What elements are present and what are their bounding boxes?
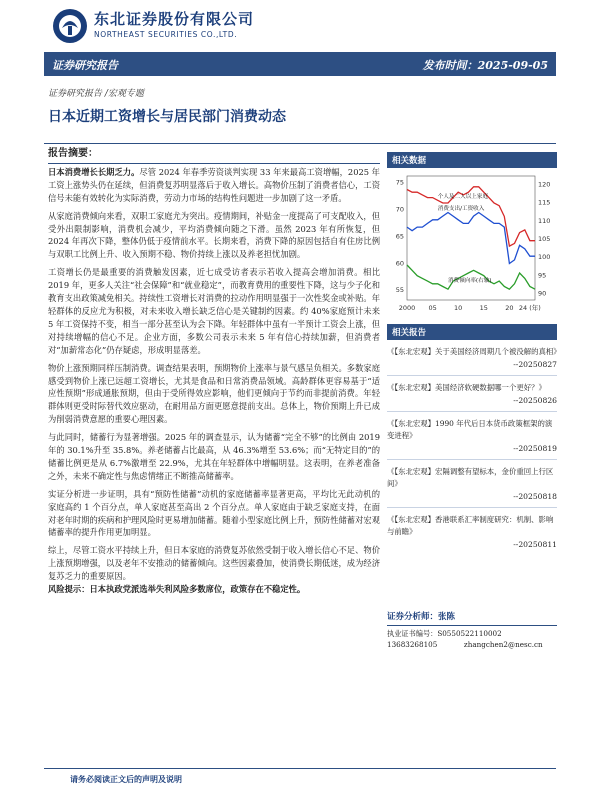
report-title[interactable]: 《【东北宏观】宏隔调整有望标本，金价重回上行区间》	[387, 467, 554, 488]
report-date: --20250818	[513, 492, 557, 501]
analyst-email[interactable]: zhangchen2@nesc.cn	[463, 640, 543, 649]
y-right-tick-label: 120	[538, 180, 551, 189]
divider	[387, 411, 557, 412]
report-date: --20250819	[513, 444, 557, 453]
summary-paragraph: 从家庭消费倾向来看，双职工家庭尤为突出。疫情期间，补贴金一度提高了可支配收入，但受外出限制影响，消费机会减少，平均消费倾向随之下滑。虽然 2023 年有所恢复，但 2024 年再次下降，整体仍低于疫情前水平。长期来看，消费下降的原因包括自有住房比例与双职工比例上升、收入预期不稳、物价持续上涨以及养老担忧加剧。	[48, 210, 380, 260]
summary-lead: 日本消费增长长期乏力。	[48, 166, 140, 177]
divider	[387, 375, 557, 376]
risk-label: 风险提示：	[48, 584, 90, 595]
company-name-cn: 东北证券股份有限公司	[94, 10, 255, 28]
related-reports-title: 相关报告	[387, 324, 557, 340]
analyst-title: 证券分析师：张陈	[387, 612, 557, 626]
risk-text: 日本执政党派选举失利风险多数席位，政策存在不稳定性。	[89, 584, 306, 595]
header-band	[44, 52, 556, 76]
breadcrumb: 证券研究报告 /宏观专题	[48, 89, 144, 99]
summary-paragraph: 实证分析进一步证明，具有“预防性储蓄”动机的家庭储蓄率显著更高，平均比无此动机的家庭高约 1 个百分点，单人家庭甚至高出 2 个百分点。单人家庭由于缺乏家庭支持，在面对老年时期的疾病和护理风险时更易增加储蓄。随着小型家庭比例上升，预防性储蓄对宏观储蓄率的提升作用更加明显。	[48, 488, 380, 538]
cert-number: 执业证书编号：S0550522110002	[387, 629, 502, 638]
related-reports-panel	[387, 324, 561, 549]
report-item[interactable]	[387, 382, 557, 405]
series-line	[407, 213, 535, 264]
summary-heading: 报告摘要：	[48, 148, 380, 164]
series-label: 个人及二人以上家庭	[437, 194, 489, 200]
divider	[387, 507, 557, 508]
page-title: 日本近期工资增长与居民部门消费动态	[48, 109, 286, 125]
y-right-tick-label: 105	[538, 235, 551, 243]
related-data-chart	[387, 168, 557, 320]
report-date: --20250811	[513, 540, 557, 549]
y-left-tick-label: 60	[395, 259, 404, 268]
divider	[44, 143, 556, 144]
summary-paragraph: 工资增长仍是最重要的消费触发因素，近七成受访者表示若收入提高会增加消费。相比 2019 年，更多人关注“社会保障”和“就业稳定”，而教育费用的重要性下降，这与少子化和教育支出政策减免相关。持续性工资增长对消费的拉动作用明显强于一次性奖金或补贴。年轻群体的反应尤为积极，对未来收入增长缺乏信心是关键制约因素。约 40%家庭预计未来 5 年工资保持不变，相当一部分甚至认为会下降。年轻群体中虽有一半预计工资会上涨，但对持续增幅的信心不足。企业方面，多数公司表示未来 5 年有信心持续加薪，但消费者对“加薪常态化”仍存疑虑，形成明显落差。	[48, 267, 380, 355]
y-right-tick-label: 110	[538, 216, 551, 225]
report-type: 证券研究报告	[52, 59, 118, 72]
y-right-tick-label: 95	[538, 271, 547, 280]
y-left-tick-label: 55	[395, 286, 404, 295]
summary-paragraph: 物价上涨预期同样压制消费。调查结果表明，预期物价上涨率与景气感呈负相关。多数家庭感受到物价上涨已远超工资增长，尤其是食品和日常消费品领域。高龄群体更容易基于“适应性预期”形成通胀预期，但由于受所得效应影响，他们更倾向于节约而非提前消费。年轻群体则更受时际替代效应驱动，在耐用品方面更愿意提前支出。总体上，物价预期上升已成为削弱消费意愿的重要心理因素。	[48, 362, 380, 425]
report-item[interactable]	[387, 346, 561, 369]
company-logo-icon	[52, 8, 88, 44]
company-logo	[52, 6, 282, 46]
divider	[44, 768, 556, 769]
footer-disclaimer: 请务必阅读正文后的声明及说明	[70, 774, 182, 784]
y-left-tick-label: 65	[395, 232, 404, 241]
divider	[387, 459, 557, 460]
report-title[interactable]: 《【东北宏观】美国经济软硬数据哪一个更好？》	[387, 383, 546, 392]
y-right-tick-label: 100	[538, 253, 551, 262]
related-data-panel	[387, 152, 557, 320]
report-item[interactable]	[387, 418, 557, 453]
analyst-info	[387, 612, 557, 650]
contact-line	[387, 639, 557, 650]
summary-paragraph: 综上，尽管工资水平持续上升，但日本家庭的消费复苏依然受制于收入增长信心不足、物价上涨预期增强，以及老年不安推动的储蓄倾向。这些因素叠加，使消费长期低迷，成为经济复苏乏力的重要原因。 风险提示：日本执政党派选举失利风险多数席位，政策存在不稳定性。	[48, 545, 380, 595]
x-tick-label: 15	[479, 304, 488, 312]
y-right-tick-label: 115	[538, 198, 551, 207]
x-tick-label: 24 (年)	[518, 304, 541, 312]
report-title[interactable]: 《【东北宏观】关于美国经济周期几个被没解的真相》	[387, 347, 561, 356]
analyst-phone: 13683268105	[387, 640, 438, 649]
x-tick-label: 20	[505, 304, 514, 312]
series-label: 消费倾向率(右轴)	[447, 278, 492, 284]
report-title[interactable]: 《【东北宏观】香港联系汇率制度研究：机制、影响与前瞻》	[387, 515, 554, 536]
y-left-tick-label: 75	[395, 178, 404, 187]
summary-paragraph: 日本消费增长长期乏力。尽管 2024 年春季劳资谈判实现 33 年来最高工资增幅，2025 年工资上涨势头仍在延续，但消费复苏明显落后于收入增长。高物价压制了消费者信心，工资信号未能有效转化为实际消费，劳动力市场的结构性问题进一步加剧了这一矛盾。	[48, 166, 380, 203]
related-data-title: 相关数据	[387, 152, 557, 168]
report-date: --20250827	[513, 360, 557, 369]
y-left-tick-label: 70	[395, 205, 404, 214]
report-item[interactable]	[387, 466, 557, 501]
report-item[interactable]	[387, 514, 557, 549]
series-label: 消费支出/工资收入	[437, 206, 485, 212]
company-name-en: NORTHEAST SECURITIES CO.,LTD.	[94, 30, 238, 39]
y-right-tick-label: 90	[538, 289, 547, 298]
summary-section	[48, 148, 380, 596]
x-tick-label: 10	[454, 304, 463, 312]
report-title[interactable]: 《【东北宏观】1990 年代后日本货币政策框架的演变进程》	[387, 419, 553, 440]
x-tick-label: 2000	[398, 304, 416, 312]
line-chart	[387, 168, 557, 320]
publish-date: 发布时间：2025-09-05	[422, 59, 548, 72]
summary-paragraph: 与此同时，储蓄行为显著增强。2025 年的调查显示，认为储蓄“完全不够”的比例由 2019 年的 30.1%升至 35.8%。养老储蓄占比最高，从 46.3%增至 53.6%；而“无特定目的”的储蓄比例更是从 6.7%激增至 22.9%，尤其在年轻群体中增幅明显。这表明，在养老准备之外，未来不确定性与焦虑情绪正不断推高储蓄率。	[48, 432, 380, 481]
report-date: --20250826	[513, 396, 557, 405]
x-tick-label: 05	[428, 304, 437, 312]
